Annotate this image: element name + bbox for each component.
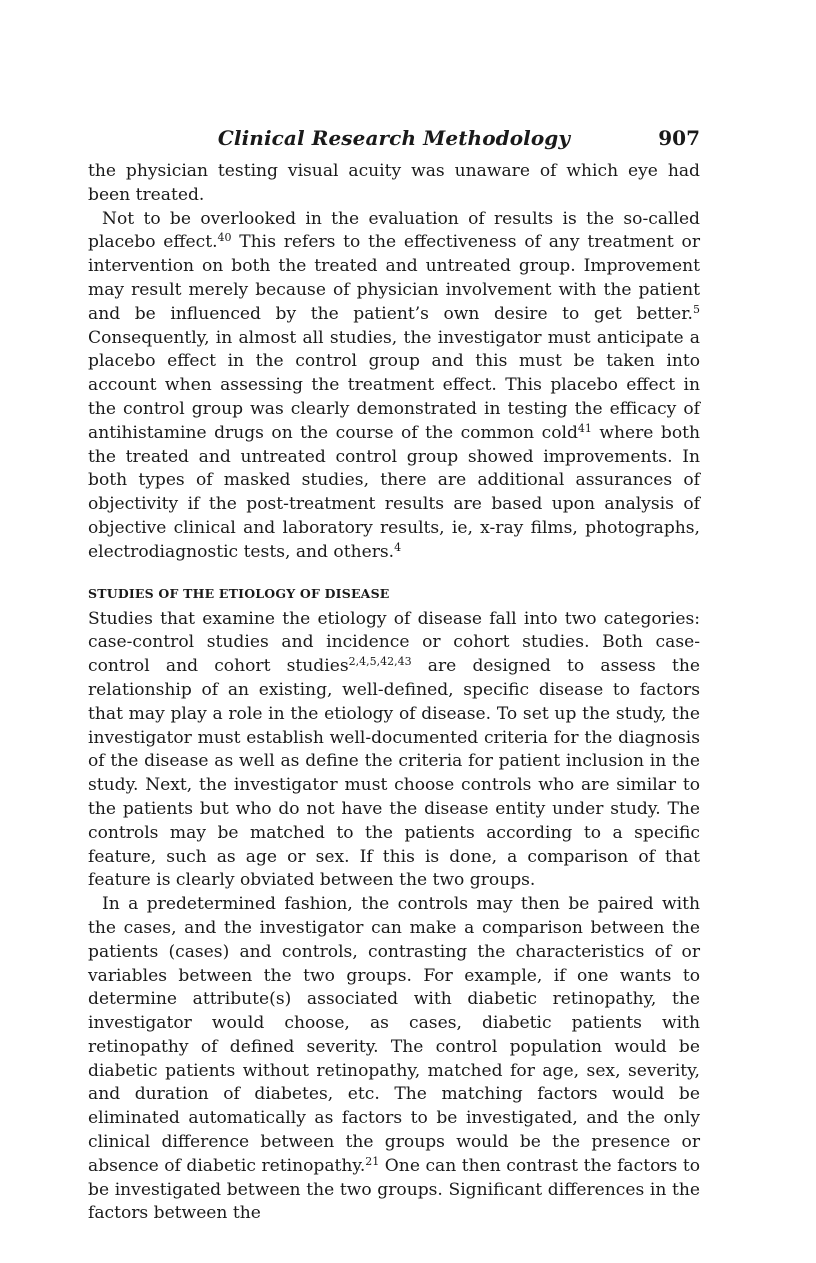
paragraph-etiology (88, 608, 700, 894)
paragraph-case-control (88, 893, 700, 1226)
section-heading: STUDIES OF THE ETIOLOGY OF DISEASE (88, 585, 390, 601)
paragraph-text: Not to be overlooked in the evaluation of results is the so-called placebo effect. (88, 208, 700, 253)
citation-ref: 21 (365, 1154, 380, 1168)
page-number: 907 (658, 126, 700, 150)
page (88, 126, 700, 1226)
paragraph-text: Consequently, in almost all studies, the investigator must anticipate a placebo effect in the control group and this must be taken into account when assessing the treatment effect. This placebo effect in the control group was clearly demonstrated in testing the efficacy of antihistamine drugs on the course of the common cold (88, 327, 700, 443)
citation-ref: 41 (577, 421, 592, 435)
paragraph-text: One can then contrast the factors to be investigated between the two groups. Significant differences in the factors between the (88, 1155, 700, 1224)
running-head (88, 126, 700, 160)
citation-ref: 2,4,5,42,43 (348, 655, 412, 669)
paragraph-text: where both the treated and untreated control group showed improvements. In both types of masked studies, there are additional assurances of objectivity if the post-treatment results are based upon analysis of objective clinical and laboratory results, ie, x-ray films, photographs, electrodiagnostic tests, and others. (88, 422, 700, 562)
paragraph-text: are designed to assess the relationship of an existing, well-defined, specific disease to factors that may play a role in the etiology of disease. To set up the study, the investigator must establish well-documented criteria for the diagnosis of the disease as well as define the criteria for patient inclusion in the study. Next, the investigator must choose controls who are similar to the patients but who do not have the disease entity under study. The controls may be matched to the patients according to a specific feature, such as age or sex. If this is done, a comparison of that feature is clearly obviated between the two groups. (88, 656, 700, 891)
paragraph-text: In a predetermined fashion, the controls may then be paired with the cases, and the investigator can make a comparison between the patients (cases) and controls, contrasting the characteristics of or variables between the two groups. For example, if one wants to determine attribute(s) associated with diabetic retinopathy, the investigator would choose, as cases, diabetic patients with retinopathy of defined severity. The control population would be diabetic patients without retinopathy, matched for age, sex, severity, and duration of diabetes, etc. The matching factors would be eliminated automatically as factors to be investigated, and the only clinical difference between the groups would be the presence or absence of diabetic retinopathy. (88, 894, 700, 1176)
paragraph-placebo-effect (88, 208, 700, 565)
citation-ref: 5 (693, 302, 700, 316)
paragraph-continued: the physician testing visual acuity was unaware of which eye had been treated. (88, 161, 700, 205)
citation-ref: 40 (217, 231, 232, 245)
paragraph-text: This refers to the effectiveness of any treatment or intervention on both the treated and untreated group. Improvement may result merely because of physician involvement with the patient and be influenced by the patient’s own desire to get better. (88, 232, 700, 324)
running-title: Clinical Research Methodology (217, 126, 571, 150)
citation-ref: 4 (394, 540, 402, 554)
paragraph-text: Studies that examine the etiology of disease fall into two categories: case-control studies and incidence or cohort studies. Both case-control and cohort studies (88, 608, 700, 677)
